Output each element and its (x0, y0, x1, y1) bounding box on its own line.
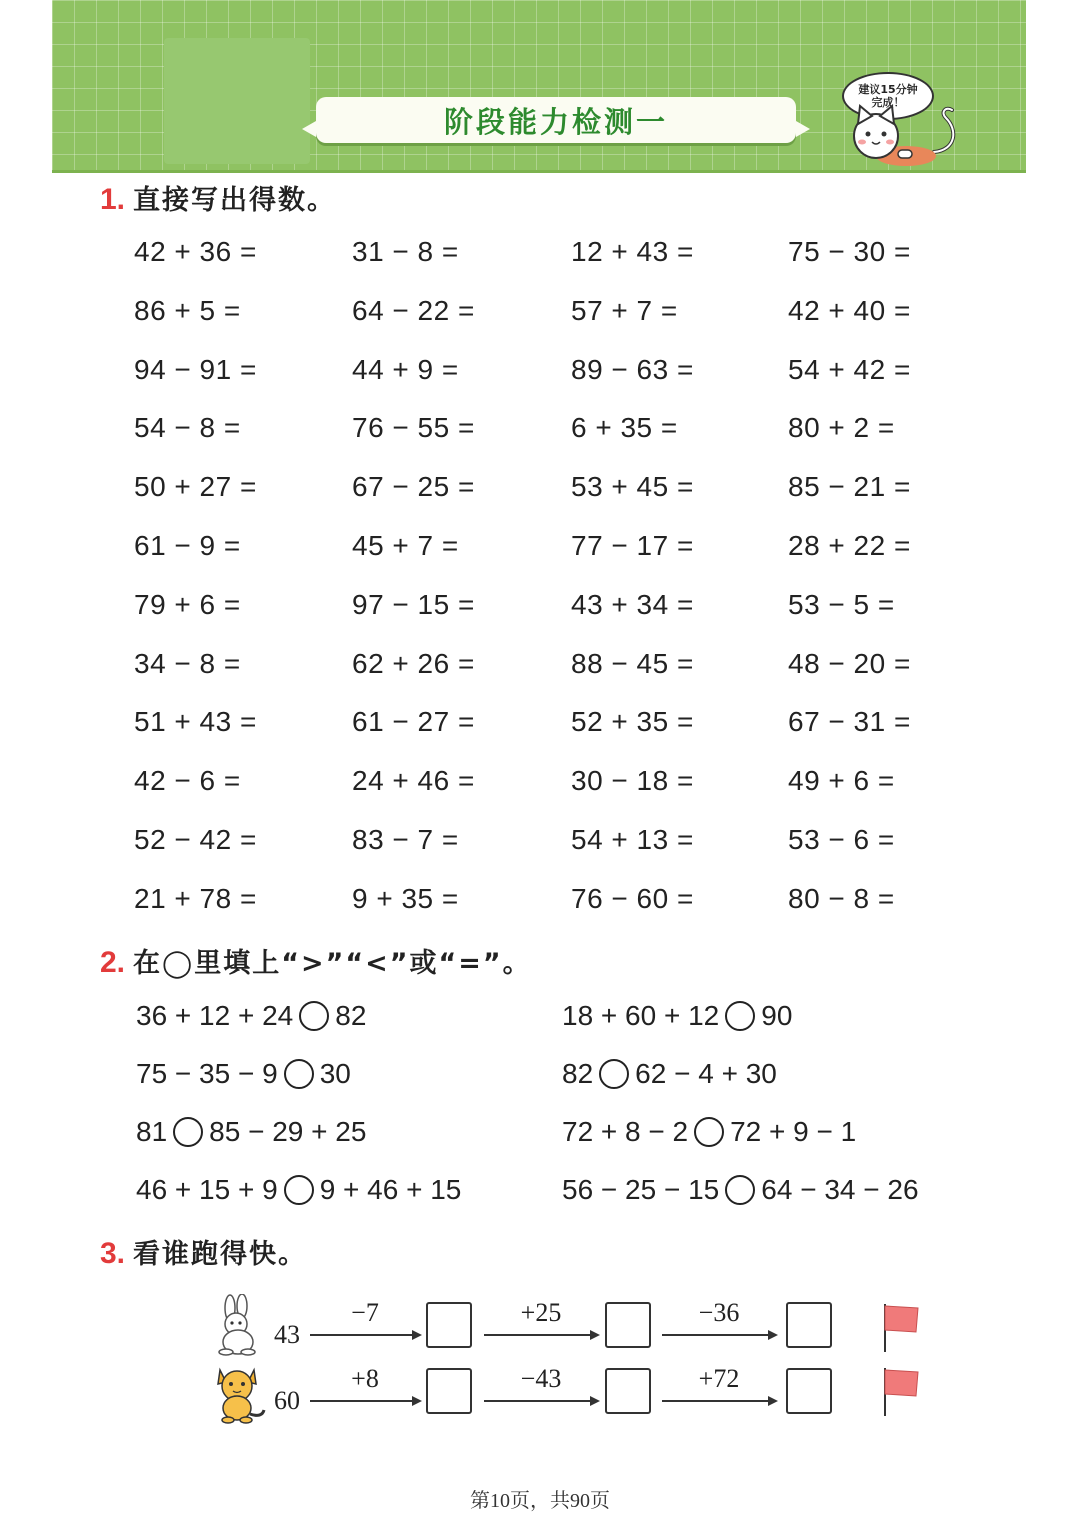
comparison-problem (136, 1058, 351, 1090)
section-3-instruction: 看谁跑得快。 (133, 1239, 308, 1270)
rabbit-icon (212, 1294, 264, 1356)
race-step-label: −7 (351, 1298, 379, 1327)
arithmetic-problem: 54 − 8 = (134, 412, 241, 443)
answer-box[interactable] (605, 1302, 651, 1348)
arithmetic-problem: 76 − 55 = (352, 412, 475, 443)
race-step-label: −36 (698, 1298, 740, 1327)
arithmetic-problem: 42 + 40 = (788, 295, 911, 326)
race-start-number: 60 (274, 1386, 300, 1415)
arithmetic-problem: 57 + 7 = (571, 295, 678, 326)
race-arrow (484, 1334, 598, 1336)
race-start-number: 43 (274, 1320, 300, 1349)
arithmetic-problem: 86 + 5 = (134, 295, 241, 326)
arithmetic-problem: 80 + 2 = (788, 412, 895, 443)
arithmetic-problem: 61 − 27 = (352, 706, 475, 737)
answer-box[interactable] (786, 1302, 832, 1348)
comparison-right: 85 − 29 + 25 (209, 1116, 367, 1147)
arithmetic-problem: 67 − 31 = (788, 706, 911, 737)
comparison-right: 9 + 46 + 15 (319, 1174, 462, 1205)
arithmetic-problem: 24 + 46 = (352, 765, 475, 796)
comparison-left: 82 (562, 1058, 594, 1089)
arithmetic-problem: 64 − 22 = (352, 295, 475, 326)
race-step-label: +8 (351, 1364, 379, 1393)
arithmetic-problem: 94 − 91 = (134, 354, 257, 385)
arithmetic-problem: 77 − 17 = (571, 530, 694, 561)
section-3-heading (100, 1232, 307, 1271)
race-arrow (662, 1334, 776, 1336)
arithmetic-problem: 61 − 9 = (134, 530, 241, 561)
arithmetic-problem: 51 + 43 = (134, 706, 257, 737)
answer-circle[interactable] (725, 1175, 755, 1205)
race-arrow (310, 1400, 420, 1402)
cat-icon (212, 1362, 270, 1424)
bubble-line-1: 建议15分钟 (858, 83, 918, 96)
arithmetic-problem: 50 + 27 = (134, 471, 257, 502)
race-arrow (484, 1400, 598, 1402)
arithmetic-problem: 43 + 34 = (571, 589, 694, 620)
section-2-instruction: 在◯里填上“>”“<”或“=”。 (133, 948, 532, 979)
finish-flag-icon (880, 1302, 922, 1354)
comparison-left: 46 + 15 + 9 (136, 1174, 278, 1205)
comparison-left: 81 (136, 1116, 168, 1147)
arithmetic-problem: 79 + 6 = (134, 589, 241, 620)
section-2-number: 2. (100, 946, 126, 979)
comparison-problem (136, 1116, 366, 1148)
answer-circle[interactable] (284, 1175, 314, 1205)
page-title: 阶段能力检测一 (443, 104, 668, 139)
arithmetic-problem: 97 − 15 = (352, 589, 475, 620)
title-plate (316, 97, 796, 143)
answer-box[interactable] (426, 1302, 472, 1348)
answer-box[interactable] (786, 1368, 832, 1414)
arithmetic-problem: 52 − 42 = (134, 824, 257, 855)
comparison-left: 72 + 8 − 2 (562, 1116, 689, 1147)
arithmetic-problem: 53 − 5 = (788, 589, 895, 620)
arithmetic-problem: 42 + 36 = (134, 236, 257, 267)
section-3-number: 3. (100, 1237, 126, 1270)
title-ribbon-left (302, 121, 316, 137)
race-step-label: +25 (520, 1298, 562, 1327)
answer-circle[interactable] (173, 1117, 203, 1147)
race-step-label: −43 (520, 1364, 562, 1393)
arithmetic-problem: 76 − 60 = (571, 883, 694, 914)
comparison-right: 64 − 34 − 26 (761, 1174, 919, 1205)
section-1-number: 1. (100, 183, 126, 216)
comparison-left: 75 − 35 − 9 (136, 1058, 278, 1089)
arithmetic-problem: 9 + 35 = (352, 883, 459, 914)
answer-circle[interactable] (694, 1117, 724, 1147)
arithmetic-problem: 53 + 45 = (571, 471, 694, 502)
comparison-left: 56 − 25 − 15 (562, 1174, 720, 1205)
comparison-problem (562, 1000, 792, 1032)
finish-flag-icon (880, 1366, 922, 1418)
banner-patch (164, 38, 310, 164)
comparison-right: 62 − 4 + 30 (635, 1058, 777, 1089)
race-arrow (310, 1334, 420, 1336)
arithmetic-problem: 54 + 42 = (788, 354, 911, 385)
arithmetic-problem: 42 − 6 = (134, 765, 241, 796)
arithmetic-problem: 48 − 20 = (788, 648, 911, 679)
arithmetic-problem: 80 − 8 = (788, 883, 895, 914)
arithmetic-problem: 49 + 6 = (788, 765, 895, 796)
arithmetic-problem: 6 + 35 = (571, 412, 678, 443)
arithmetic-problem: 67 − 25 = (352, 471, 475, 502)
page-footer: 第10页，共90页 (470, 1490, 610, 1512)
arithmetic-problem: 53 − 6 = (788, 824, 895, 855)
arithmetic-problem: 45 + 7 = (352, 530, 459, 561)
arithmetic-problem: 83 − 7 = (352, 824, 459, 855)
cat-mascot-icon (846, 100, 966, 166)
comparison-problem (562, 1116, 856, 1148)
comparison-right: 30 (319, 1058, 351, 1089)
bubble-line-2: 完成！ (871, 96, 905, 109)
title-ribbon-right (796, 121, 810, 137)
arithmetic-problem: 88 − 45 = (571, 648, 694, 679)
section-1-instruction: 直接写出得数。 (133, 185, 337, 216)
comparison-right: 82 (335, 1000, 367, 1031)
arithmetic-problem: 34 − 8 = (134, 648, 241, 679)
arithmetic-problem: 54 + 13 = (571, 824, 694, 855)
comparison-left: 36 + 12 + 24 (136, 1000, 294, 1031)
arithmetic-problem: 89 − 63 = (571, 354, 694, 385)
comparison-problem (136, 1000, 366, 1032)
comparison-problem (136, 1174, 461, 1206)
answer-circle[interactable] (725, 1001, 755, 1031)
arithmetic-problem: 44 + 9 = (352, 354, 459, 385)
answer-circle[interactable] (284, 1059, 314, 1089)
section-1-heading (100, 178, 336, 217)
comparison-problem (562, 1058, 777, 1090)
section-2-heading (100, 941, 532, 980)
arithmetic-problem: 75 − 30 = (788, 236, 911, 267)
answer-circle[interactable] (299, 1001, 329, 1031)
arithmetic-problem: 30 − 18 = (571, 765, 694, 796)
answer-circle[interactable] (599, 1059, 629, 1089)
arithmetic-problem: 21 + 78 = (134, 883, 257, 914)
arithmetic-problem: 62 + 26 = (352, 648, 475, 679)
race-step-label: +72 (698, 1364, 740, 1393)
arithmetic-problem: 85 − 21 = (788, 471, 911, 502)
comparison-problem (562, 1174, 919, 1206)
arithmetic-problem: 12 + 43 = (571, 236, 694, 267)
answer-box[interactable] (605, 1368, 651, 1414)
comparison-right: 90 (761, 1000, 793, 1031)
race-arrow (662, 1400, 776, 1402)
comparison-right: 72 + 9 − 1 (730, 1116, 857, 1147)
comparison-left: 18 + 60 + 12 (562, 1000, 720, 1031)
arithmetic-problem: 28 + 22 = (788, 530, 911, 561)
arithmetic-problem: 52 + 35 = (571, 706, 694, 737)
arithmetic-problem: 31 − 8 = (352, 236, 459, 267)
answer-box[interactable] (426, 1368, 472, 1414)
